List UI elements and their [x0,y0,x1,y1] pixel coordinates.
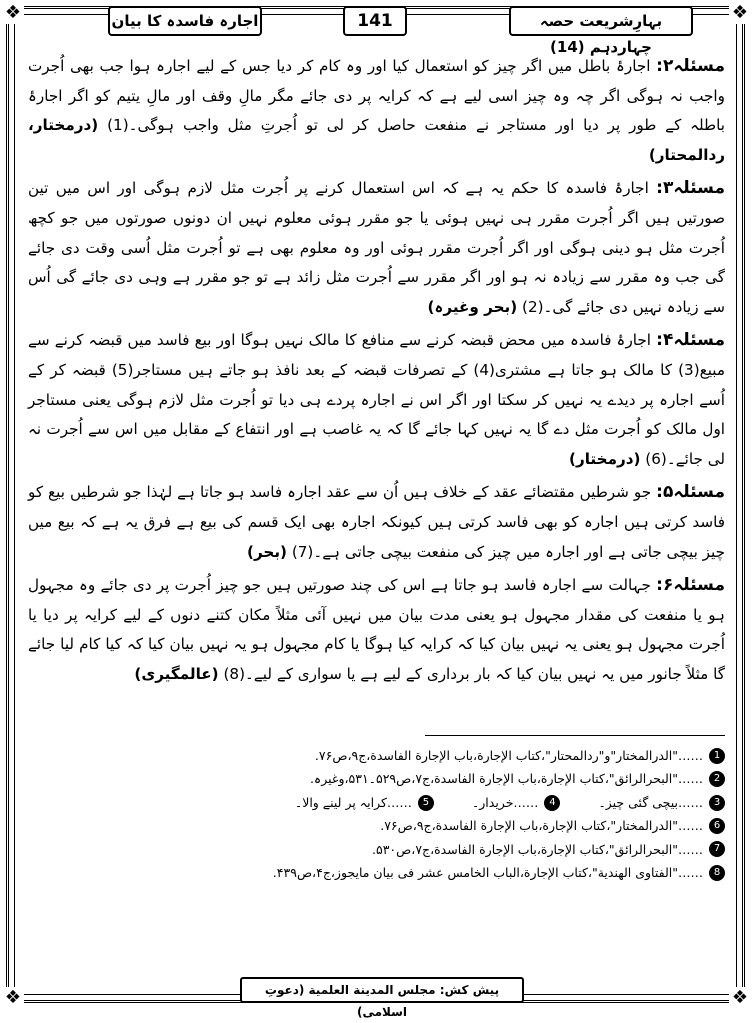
paragraph [28,52,725,170]
paragraph-text: جہالت سے اجارہ فاسد ہو جاتا ہے اس کی چند صورتیں ہیں جو چیز اُجرت پر دی جائے وہ مجہول ہو یا منفعت کی مقدار مجہول ہو یعنی مدت بیان میں نہیں آئی مثلاً مکان کتنے دنوں کے لیے کرایہ پر دیا یا اُجرت مجہول ہو یعنی یہ نہیں بیان کیا کہ کرایہ کیا ہوگا یا کام مجہول ہو یہ نہیں بیان کیا کہ کیا کام لیا جائے گا مثلاً جانور میں یہ نہیں بیان کیا کہ بار برداری کے لیے ہے یا سواری کے لیے۔(8) [28,576,725,683]
paragraph [28,326,725,474]
footnote-number: 6 [709,818,725,834]
chapter-title: اجارہ فاسدہ کا بیان [108,6,262,36]
footnote-number: 5 [418,795,434,811]
corner-ornament-icon: ❖ [729,2,751,24]
footnote-text: ……"الفتاوی الھندیة"،کتاب الإجارة،الباب الخامس عشر فی بیان مایجوز،ج۴،ص۴۳۹. [272,865,703,881]
main-text [28,52,725,728]
paragraph-text: اجارۂ فاسدہ میں محض قبضہ کرنے سے منافع کا مالک نہیں ہوگا اور بیع فاسد میں قبضہ کرنے سے مبیع(3) کا مالک ہو جاتا ہے مشتری(4) کے تصرفات قبضہ کے بعد نافذ ہو جاتے ہیں مستاجر(5) قبضہ کر کے اُسے اجارہ پر دیدے یہ نہیں کر سکتا اور اگر اس نے اجارہ پردے ہی دیا تو اُجرت مثل لازم ہوگی یعنی مستاجر اول مالک کو اُجرت مثل دے گا یہ نہیں کہا جائے گا کہ یہ غاصب ہے اور انتفاع کے مقابل میں اس سے اُجرت نہ لی جائے۔(6) [28,331,726,468]
corner-ornament-icon: ❖ [2,2,24,24]
footnote-text: ……"البحرالرائق"،کتاب الإجارة،باب الإجارة الفاسدة،ج۷،ص۵۳۰. [372,841,703,857]
footnote-number: 4 [544,795,560,811]
footnote-row [28,791,725,814]
source-reference: (بحر وغیرہ) [427,297,518,316]
footnote [28,744,725,767]
footnote [28,861,725,884]
corner-ornament-icon: ❖ [729,987,751,1009]
footnotes [28,744,725,884]
masala-label: مسئلہ۳: [656,178,725,199]
footnote-text: ……خریدار۔ [471,794,539,810]
footnote-text: ……"الدرالمختار"و"ردالمحتار"،کتاب الإجارة،باب الإجارة الفاسدة،ج۹،ص۷۶. [314,748,703,763]
footnote-number: 8 [709,865,725,881]
source-reference: (درمختار، ردالمحتار) [28,116,725,164]
footnote [598,791,725,814]
footnote-number: 7 [709,841,725,857]
footnote-text: ……کرایہ پر لینے والا۔ [294,794,412,810]
masala-label: مسئلہ۲: [656,56,725,76]
source-reference: (درمختار) [569,449,641,468]
footnote-text: ……بیچی گئی چیز۔ [598,794,703,810]
page-number: 141 [343,6,407,36]
masala-label: مسئلہ۶: [656,575,725,596]
footnote [28,767,725,790]
paragraph [28,571,725,689]
paragraph [28,478,725,567]
footnote-number: 1 [709,748,725,764]
corner-ornament-icon: ❖ [2,987,24,1009]
footnote-text: ……"البحرالرائق"،کتاب الإجارة،باب الإجارة الفاسدة،ج۷،ص۵۲۹۔۵۳۱،وغیرہ. [309,771,703,787]
footnote [28,838,725,861]
footnote [28,814,725,837]
masala-label: مسئلہ۵: [656,482,726,503]
paragraph-text: اجارۂ باطل میں اگر چیز کو استعمال کیا اور وہ کام کر دیا جس کے لیے اجارہ ہوا جب بھی اُجرت واجب نہ ہوگی اگر چہ وہ چیز اسی لیے ہے کہ کرایہ پر دی جائے مگر مالِ وقف اور مالِ یتیم کو اگر اجارۂ باطلہ کے طور پر دیا اور مستاجر نے منفعت حاصل کر لی تو اُجرتِ مثل واجب ہوگی۔(1) [28,57,725,135]
footnote-text: ……"الدرالمختار"،کتاب الإجارة،باب الإجارة الفاسدة،ج۹،ص۷۶. [380,818,703,834]
footnote [472,791,561,814]
page-header [60,6,693,56]
paragraph [28,174,725,322]
paragraph-text: اجارۂ فاسدہ کا حکم یہ ہے کہ اس استعمال کرنے پر اُجرت مثل لازم ہوگی اور اس میں تین صورتیں ہیں اگر اُجرت مقرر ہی نہیں ہوئی یا جو مقرر ہوئی معلوم نہیں ان دونوں صورتوں میں جو کچھ اُجرت مثل ہو دینی ہوگی اور اگر اُجرت مقرر ہوئی اور وہ معلوم بھی ہے تو اُجرت مثل اُسی وقت دی جائے گی جب وہ مقرر سے زیادہ نہ ہو اور اگر مقرر سے اُجرت مثل زائد ہے تو جو مقرر ہے وہی دی جائے گی اُس سے زیادہ نہیں دی جائے گی۔(2) [28,179,725,316]
book-title: بہارِشریعت حصہ چہاردہم (14) [509,6,693,36]
footnote-number: 2 [709,771,725,787]
source-reference: (بحر) [247,542,287,561]
paragraph-text: جو شرطیں مقتضائے عقد کے خلاف ہیں اُن سے عقد اجارہ فاسد ہو جاتا ہے لہٰذا جو شرطیں بیع کو فاسد کرتی ہیں اجارہ کو بھی فاسد کرتی ہیں کیونکہ اجارہ بھی ایک قسم کی بیع ہے فرق یہ ہے کہ بیع میں چیز بیچی جاتی ہے اور اجارہ میں چیز کی منفعت بیچی جاتی ہے۔(7) [28,483,725,561]
footnote-separator [425,735,725,736]
page-footer: پیش کش: مجلس المدینة العلمیة (دعوتِ اسلامی) [240,977,524,1003]
footnote [295,791,434,814]
source-reference: (عالمگیری) [134,664,219,683]
footnote-number: 3 [709,795,725,811]
masala-label: مسئلہ۴: [656,330,725,351]
